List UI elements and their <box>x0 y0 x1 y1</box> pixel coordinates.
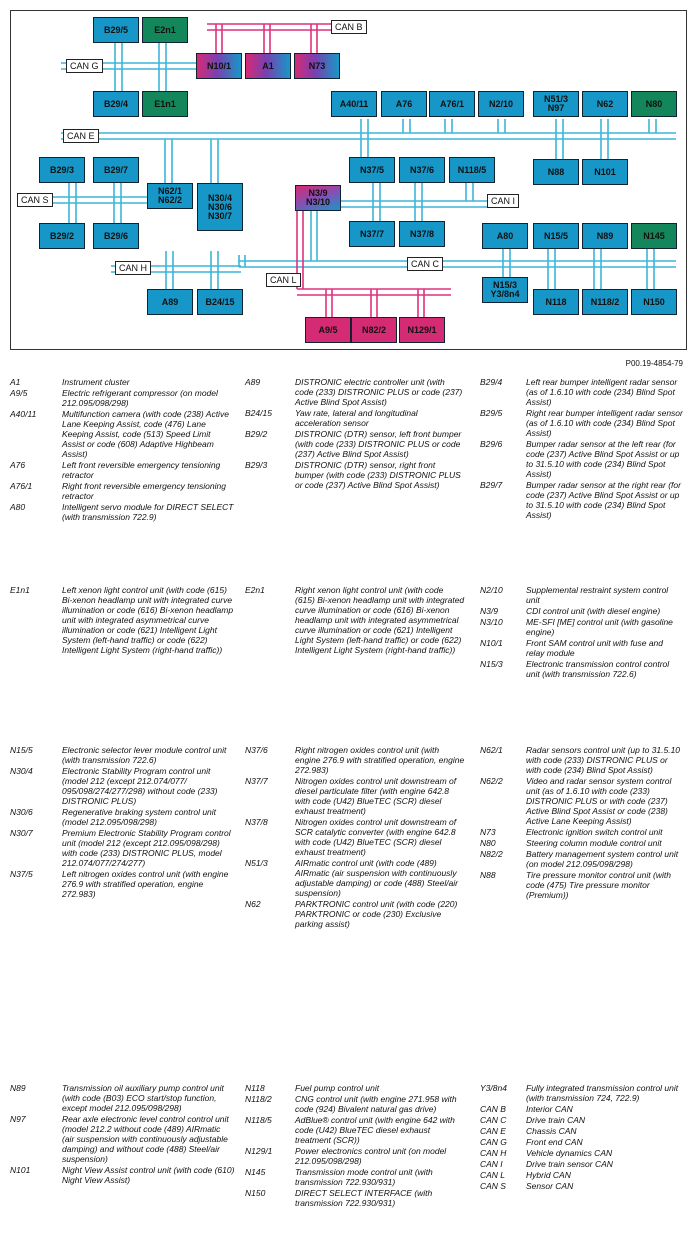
legend-key: A9/5 <box>10 388 28 398</box>
legend-key: CAN C <box>480 1115 507 1125</box>
legend-entry <box>245 1115 465 1145</box>
legend-entry <box>10 766 235 806</box>
legend-entry <box>245 377 465 407</box>
unit-n3-9-n3-10: N3/9 N3/10 <box>295 185 341 211</box>
legend-key: N118 <box>245 1083 265 1093</box>
legend-key: N3/10 <box>480 617 503 627</box>
legend-entry <box>10 502 235 522</box>
legend-description: Front end CAN <box>526 1137 583 1147</box>
legend-entry <box>480 1148 683 1158</box>
legend-key: N30/7 <box>10 828 33 838</box>
legend-description: Right rear bumper intelligent radar sensor (as of 1.6.10 with code (234) Blind Spot Assist) <box>526 408 683 438</box>
legend-key: N88 <box>480 870 496 880</box>
legend-description: Chassis CAN <box>526 1126 577 1136</box>
legend-entry <box>10 1083 235 1113</box>
legend-description: Rear axle electronic level control control unit (model 212.2 without code (489) AIRmatic (air suspension with continuously adjustable damping) and without code (488) Steel/air suspension) <box>62 1114 229 1164</box>
legend-entry <box>480 1126 683 1136</box>
legend-description: Bumper radar sensor at the left rear (for code (237) Active Blind Spot Assist or up to 31.5.10 with code (234) Blind Spot Assist) <box>526 439 680 479</box>
can-l-label: CAN L <box>266 273 301 287</box>
legend-description: Sensor CAN <box>526 1181 574 1191</box>
legend-entry <box>480 439 683 479</box>
legend-description: DIRECT SELECT INTERFACE (with transmission 722.930/931) <box>295 1188 433 1208</box>
legend-entry <box>480 1159 683 1169</box>
legend-description: Electronic Stability Program control unit (model 212 (except 212.074/077/ 095/098/274/277/298) without code (233) DISTRONIC PLUS) <box>62 766 218 806</box>
legend-col2c <box>245 745 465 930</box>
legend-key: N62 <box>245 899 261 909</box>
legend-entry <box>480 827 683 837</box>
legend-key: N62/1 <box>480 745 503 755</box>
unit-e2n1: E2n1 <box>142 17 188 43</box>
legend-entry <box>480 585 683 605</box>
legend-key: B29/4 <box>480 377 503 387</box>
legend-description: AdBlue® control unit (with engine 642 with code (U42) BlueTEC diesel exhaust treatment (SCR)) <box>295 1115 455 1145</box>
legend-entry <box>480 408 683 438</box>
legend-entry <box>480 1170 683 1180</box>
legend-key: N15/3 <box>480 659 503 669</box>
legend-entry <box>10 828 235 868</box>
legend-key: N37/5 <box>10 869 33 879</box>
legend-description: Multifunction camera (with code (238) Active Lane Keeping Assist, code (476) Lane Keeping Assist, code (513) Speed Limit Assist or code (608) Adaptive Highbeam Assist) <box>62 409 229 459</box>
legend-key: CAN G <box>480 1137 507 1147</box>
legend-entry <box>245 460 465 490</box>
unit-n101: N101 <box>582 159 628 185</box>
unit-n82-2: N82/2 <box>351 317 397 343</box>
legend-description: Right nitrogen oxides control unit (with engine 276.9 with stratified operation, engine 272.983) <box>295 745 465 775</box>
legend-col2a <box>245 377 465 491</box>
legend-key: N37/8 <box>245 817 268 827</box>
unit-n145: N145 <box>631 223 677 249</box>
unit-a1: A1 <box>245 53 291 79</box>
legend-key: N129/1 <box>245 1146 273 1156</box>
unit-n15-5: N15/5 <box>533 223 579 249</box>
legend-key: N51/3 <box>245 858 268 868</box>
unit-n30: N30/4 N30/6 N30/7 <box>197 183 243 231</box>
legend-key: N37/7 <box>245 776 268 786</box>
legend-description: Radar sensors control unit (up to 31.5.10 with code (233) DISTRONIC PLUS or with code (234) Blind Spot Assist) <box>526 745 681 775</box>
legend-key: CAN B <box>480 1104 506 1114</box>
unit-n88: N88 <box>533 159 579 185</box>
legend-entry <box>245 817 465 857</box>
legend-key: N2/10 <box>480 585 503 595</box>
legend-key: CAN S <box>480 1181 506 1191</box>
legend-entry <box>480 638 683 658</box>
legend-key: CAN I <box>480 1159 503 1169</box>
legend-description: Left xenon light control unit (with code (615) Bi-xenon headlamp unit with integrated curve illumination or code (616) Bi-xenon headlamp unit with integrated asymmetrical curve illumination or code (621) Intelligent Light System (left-hand traffic) or code (622) Intelligent Light System (right-hand traffic)) <box>62 585 234 655</box>
legend-col3c <box>480 745 683 901</box>
legend-key: N15/5 <box>10 745 33 755</box>
legend-key: B29/5 <box>480 408 503 418</box>
can-i-label: CAN I <box>487 194 519 208</box>
legend-description: Bumper radar sensor at the right rear (for code (237) Active Blind Spot Assist or up to 31.5.10 with code (234) Blind Spot Assist) <box>526 480 681 520</box>
legend-description: DISTRONIC (DTR) sensor, right front bumper (with code (233) DISTRONIC PLUS or code (237) Active Blind Spot Assist) <box>295 460 461 490</box>
legend-entry <box>480 776 683 826</box>
legend-entry <box>245 776 465 816</box>
legend-entry <box>480 377 683 407</box>
legend-key: B24/15 <box>245 408 272 418</box>
legend-entry <box>245 858 465 898</box>
reference-number: P00.19-4854-79 <box>625 359 683 368</box>
legend-description: PARKTRONIC control unit (with code (220) PARKTRONIC or code (230) Exclusive parking assist) <box>295 899 458 929</box>
legend-description: Power electronics control unit (on model 212.095/098/298) <box>295 1146 447 1166</box>
legend-key: N89 <box>10 1083 26 1093</box>
legend-key: N80 <box>480 838 496 848</box>
legend-description: Fuel pump control unit <box>295 1083 380 1093</box>
legend-description: Battery management system control unit (on model 212.095/098/298) <box>526 849 679 869</box>
legend-key: E2n1 <box>245 585 265 595</box>
legend-key: CAN L <box>480 1170 506 1180</box>
legend-description: Vehicle dynamics CAN <box>526 1148 613 1158</box>
legend-key: A40/11 <box>10 409 37 419</box>
legend-key: A89 <box>245 377 261 387</box>
unit-a80: A80 <box>482 223 528 249</box>
unit-n73: N73 <box>294 53 340 79</box>
legend-description: Video and radar sensor system control unit (as of 1.6.10 with code (233) DISTRONIC PLUS or with code (237) Active Blind Spot Assist or code (238) Active Lane Keeping Assist) <box>526 776 672 826</box>
legend-col3b <box>480 585 683 680</box>
unit-b29-7: B29/7 <box>93 157 139 183</box>
legend-key: Y3/8n4 <box>480 1083 507 1093</box>
unit-n15-3-y3-8n4: N15/3 Y3/8n4 <box>482 277 528 303</box>
legend-entry <box>480 838 683 848</box>
legend-description: DISTRONIC (DTR) sensor, left front bumper (with code (233) DISTRONIC PLUS or code (237) Active Blind Spot Assist) <box>295 429 462 459</box>
legend-entry <box>480 1137 683 1147</box>
legend-description: Steering column module control unit <box>526 838 662 848</box>
legend-description: Right xenon light control unit (with code (615) Bi-xenon headlamp unit with integrated curve illumination or code (616) Bi-xenon headlamp unit with integrated asymmetrical curve illumination or code (621) Intelligent Light System (left-hand traffic) or code (622) Intelligent Light System (right-hand traffic)) <box>295 585 465 655</box>
legend-description: Drive train CAN <box>526 1115 586 1125</box>
legend-description: CDI control unit (with diesel engine) <box>526 606 661 616</box>
legend-description: Right front reversible emergency tensioning retractor <box>62 481 226 501</box>
legend-key: N82/2 <box>480 849 503 859</box>
legend-key: A76/1 <box>10 481 33 491</box>
legend-description: Night View Assist control unit (with code (610) Night View Assist) <box>62 1165 235 1185</box>
unit-b29-5: B29/5 <box>93 17 139 43</box>
can-g-label: CAN G <box>66 59 103 73</box>
legend-description: Fully integrated transmission control unit (with transmission 724, 722.9) <box>526 1083 679 1103</box>
legend-col3a <box>480 377 683 521</box>
legend-entry <box>480 606 683 616</box>
legend-col1b <box>10 585 235 656</box>
legend-key: E1n1 <box>10 585 30 595</box>
legend-description: Electric refrigerant compressor (on model 212.095/098/298) <box>62 388 218 408</box>
legend-description: CNG control unit (with engine 271.958 with code (924) Bivalent natural gas drive) <box>295 1094 457 1114</box>
unit-n37-8: N37/8 <box>399 221 445 247</box>
legend-description: Electronic transmission control control unit (with transmission 722.6) <box>526 659 670 679</box>
legend-key: B29/3 <box>245 460 268 470</box>
legend-entry <box>480 1083 683 1103</box>
legend-entry <box>10 745 235 765</box>
can-h-label: CAN H <box>115 261 151 275</box>
can-network-diagram <box>10 10 687 350</box>
legend-entry <box>10 388 235 408</box>
legend-key: N73 <box>480 827 496 837</box>
unit-n62: N62 <box>582 91 628 117</box>
legend-key: B29/2 <box>245 429 268 439</box>
unit-b29-6: B29/6 <box>93 223 139 249</box>
legend-key: A1 <box>10 377 21 387</box>
legend-description: AIRmatic control unit (with code (489) AIRmatic (air suspension with continuously adjustable damping) or code (488) Steel/air suspension) <box>295 858 459 898</box>
legend-description: Instrument cluster <box>62 377 130 387</box>
legend-key: N62/2 <box>480 776 503 786</box>
unit-a76: A76 <box>381 91 427 117</box>
legend-col1a <box>10 377 235 523</box>
legend-key: N145 <box>245 1167 266 1177</box>
unit-n2-10: N2/10 <box>478 91 524 117</box>
legend-key: A76 <box>10 460 26 470</box>
legend-description: Transmission oil auxiliary pump control unit (with code (B03) ECO start/stop function, except model 212.095/098/298) <box>62 1083 224 1113</box>
legend-description: Transmission mode control unit (with transmission 722.930/931) <box>295 1167 433 1187</box>
legend-description: Hybrid CAN <box>526 1170 571 1180</box>
legend-entry <box>480 870 683 900</box>
legend-entry <box>245 745 465 775</box>
legend-description: Electronic ignition switch control unit <box>526 827 663 837</box>
legend-entry <box>10 377 235 387</box>
can-s-label: CAN S <box>17 193 53 207</box>
legend-key: CAN E <box>480 1126 506 1136</box>
legend-col3d <box>480 1083 683 1192</box>
unit-n37-6: N37/6 <box>399 157 445 183</box>
legend-col2b <box>245 585 465 656</box>
legend-col1c <box>10 745 235 900</box>
legend-key: N118/5 <box>245 1115 272 1125</box>
legend-description: Nitrogen oxides control unit downstream of SCR catalytic converter (with engine 642.8 with code (U42) BlueTEC (SCR) diesel exhaust treatment) <box>295 817 457 857</box>
can-e-label: CAN E <box>63 129 99 143</box>
unit-b29-4: B29/4 <box>93 91 139 117</box>
legend-key: N150 <box>245 1188 266 1198</box>
legend-col1d <box>10 1083 235 1186</box>
legend-entry <box>480 659 683 679</box>
legend-description: Interior CAN <box>526 1104 573 1114</box>
legend-description: Yaw rate, lateral and longitudinal acceleration sensor <box>295 408 418 428</box>
unit-n129-1: N129/1 <box>399 317 445 343</box>
legend-description: Left rear bumper intelligent radar sensor (as of 1.6.10 with code (234) Blind Spot Assist) <box>526 377 678 407</box>
legend-entry <box>10 460 235 480</box>
legend-description: Electronic selector lever module control unit (with transmission 722.6) <box>62 745 227 765</box>
unit-n89: N89 <box>582 223 628 249</box>
unit-b29-3: B29/3 <box>39 157 85 183</box>
unit-a9-5: A9/5 <box>305 317 351 343</box>
legend-description: Left front reversible emergency tensioning retractor <box>62 460 221 480</box>
legend-key: CAN H <box>480 1148 507 1158</box>
unit-n62-1-n62-2: N62/1 N62/2 <box>147 183 193 209</box>
legend-description: Supplemental restraint system control unit <box>526 585 669 605</box>
legend-entry <box>10 1165 235 1185</box>
legend-entry <box>245 899 465 929</box>
legend-description: Nitrogen oxides control unit downstream of diesel particulate filter (with engine 642.8 with code (U42) BlueTEC (SCR) diesel exhaust treatment) <box>295 776 457 816</box>
legend-entry <box>245 1146 465 1166</box>
legend-key: B29/6 <box>480 439 503 449</box>
legend-entry <box>480 480 683 520</box>
legend-description: Intelligent servo module for DIRECT SELECT (with transmission 722.9) <box>62 502 234 522</box>
can-c-label: CAN C <box>407 257 443 271</box>
unit-e1n1: E1n1 <box>142 91 188 117</box>
unit-b29-2: B29/2 <box>39 223 85 249</box>
legend-entry <box>480 617 683 637</box>
unit-n10-1: N10/1 <box>196 53 242 79</box>
unit-a76-1: A76/1 <box>429 91 475 117</box>
legend-entry <box>10 807 235 827</box>
unit-n51-3-n97: N51/3 N97 <box>533 91 579 117</box>
legend-key: N37/6 <box>245 745 268 755</box>
legend-key: N10/1 <box>480 638 503 648</box>
legend-entry <box>480 745 683 775</box>
legend-entry <box>10 585 235 655</box>
legend-entry <box>245 1167 465 1187</box>
legend-key: A80 <box>10 502 26 512</box>
legend-description: Left nitrogen oxides control unit (with engine 276.9 with stratified operation, engine 272.983) <box>62 869 229 899</box>
legend-entry <box>245 429 465 459</box>
legend-entry <box>10 869 235 899</box>
legend-description: Regenerative braking system control unit (model 212.095/098/298) <box>62 807 217 827</box>
legend-entry <box>10 409 235 459</box>
legend-key: N118/2 <box>245 1094 272 1104</box>
legend-description: Front SAM control unit with fuse and relay module <box>526 638 664 658</box>
legend-col2d <box>245 1083 465 1209</box>
legend-entry <box>245 1083 465 1093</box>
legend-entry <box>245 408 465 428</box>
legend-key: N30/4 <box>10 766 33 776</box>
legend-entry <box>245 585 465 655</box>
legend-key: N97 <box>10 1114 26 1124</box>
unit-n37-7: N37/7 <box>349 221 395 247</box>
legend-key: N3/9 <box>480 606 498 616</box>
legend-entry <box>480 1115 683 1125</box>
legend-description: Tire pressure monitor control unit (with code (475) Tire pressure monitor (Premium)) <box>526 870 671 900</box>
legend-description: Premium Electronic Stability Program control unit (model 212 (except 212.095/098/298) with code (233) DISTRONIC PLUS, model 212.074/077/274/277) <box>62 828 231 868</box>
legend-entry <box>10 481 235 501</box>
unit-n37-5: N37/5 <box>349 157 395 183</box>
legend-entry <box>245 1094 465 1114</box>
unit-b24-15: B24/15 <box>197 289 243 315</box>
legend-key: B29/7 <box>480 480 503 490</box>
unit-a89: A89 <box>147 289 193 315</box>
unit-n118-2: N118/2 <box>582 289 628 315</box>
legend-entry <box>480 849 683 869</box>
legend-description: DISTRONIC electric controller unit (with code (233) DISTRONIC PLUS or code (237) Active Blind Spot Assist) <box>295 377 463 407</box>
legend-description: Drive train sensor CAN <box>526 1159 613 1169</box>
unit-n80: N80 <box>631 91 677 117</box>
legend-key: N30/6 <box>10 807 33 817</box>
legend-key: N101 <box>10 1165 31 1175</box>
unit-n118-5: N118/5 <box>449 157 495 183</box>
can-b-label: CAN B <box>331 20 367 34</box>
legend-entry <box>245 1188 465 1208</box>
legend-description: ME-SFI [ME] control unit (with gasoline engine) <box>526 617 673 637</box>
unit-n150: N150 <box>631 289 677 315</box>
legend-entry <box>480 1181 683 1191</box>
legend-entry <box>480 1104 683 1114</box>
unit-a40-11: A40/11 <box>331 91 377 117</box>
legend-entry <box>10 1114 235 1164</box>
unit-n118: N118 <box>533 289 579 315</box>
